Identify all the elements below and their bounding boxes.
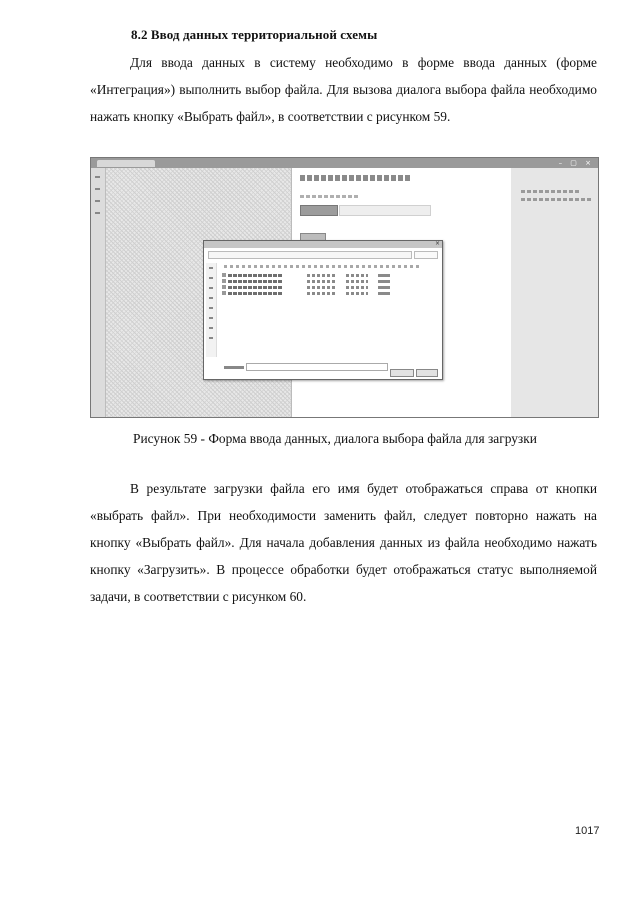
figure-59-screenshot	[90, 157, 599, 418]
folder-icon[interactable]	[209, 327, 213, 329]
dialog-file-name-input[interactable]	[246, 363, 388, 371]
file-icon	[222, 273, 226, 277]
toolbar-icon	[95, 212, 100, 214]
browser-titlebar	[91, 158, 598, 168]
file-list-row[interactable]	[222, 291, 402, 295]
file-list-row[interactable]	[222, 279, 402, 283]
toolbar-icon	[95, 200, 100, 202]
folder-icon[interactable]	[209, 277, 213, 279]
folder-icon[interactable]	[209, 267, 213, 269]
right-side-panel	[511, 168, 598, 417]
file-name-label	[224, 366, 244, 369]
panel-text-line	[521, 190, 581, 193]
figure-caption: Рисунок 59 - Форма ввода данных, диалога выбора файла для загрузки	[133, 431, 537, 446]
intro-paragraph-text: Для ввода данных в систему необходимо в форме ввода данных (форме «Интеграция») выполнить выбор файла. Для вызова диалога выбора файла необходимо нажать кнопку «Выбрать файл», в соответствии с рисунком 59.	[90, 55, 597, 124]
dialog-search-input[interactable]	[414, 251, 438, 259]
folder-icon[interactable]	[209, 337, 213, 339]
intro-paragraph	[90, 49, 597, 130]
folder-icon[interactable]	[209, 317, 213, 319]
dialog-titlebar	[204, 241, 442, 248]
toolbar-icon	[95, 188, 100, 190]
file-name-field	[339, 205, 431, 216]
folder-icon[interactable]	[209, 297, 213, 299]
form-title	[300, 175, 410, 181]
result-paragraph	[90, 475, 597, 610]
file-list-header	[224, 265, 422, 268]
file-open-dialog	[203, 240, 443, 380]
file-list-row[interactable]	[222, 285, 402, 289]
file-icon	[222, 291, 226, 295]
folder-icon[interactable]	[209, 307, 213, 309]
toolbar-icon	[95, 176, 100, 178]
result-paragraph-text: В результате загрузки файла его имя будет отображаться справа от кнопки «выбрать файл». При необходимости заменить файл, следует повторно нажать на кнопку «Выбрать файл». Для начала добавления данных из файла необходимо нажать кнопку «Загрузить». В процессе обработки будет отображаться статус выполняемой задачи, в соответствии с рисунком 60.	[90, 481, 597, 604]
panel-text-line	[521, 198, 591, 201]
folder-icon[interactable]	[209, 287, 213, 289]
file-icon	[222, 285, 226, 289]
close-icon[interactable]: ×	[434, 240, 440, 247]
dialog-open-button[interactable]	[390, 369, 414, 377]
form-label	[300, 195, 360, 198]
browser-tab	[97, 160, 155, 167]
file-list-row[interactable]	[222, 273, 402, 277]
dialog-cancel-button[interactable]	[416, 369, 438, 377]
file-icon	[222, 279, 226, 283]
choose-file-button[interactable]	[300, 205, 338, 216]
section-heading: 8.2 Ввод данных территориальной схемы	[131, 27, 378, 42]
left-toolbar	[91, 168, 106, 417]
dialog-navigation-pane	[206, 263, 217, 357]
page-number: 1017	[575, 825, 600, 837]
dialog-address-bar[interactable]	[208, 251, 412, 259]
window-controls: – ▢ ×	[558, 159, 594, 167]
